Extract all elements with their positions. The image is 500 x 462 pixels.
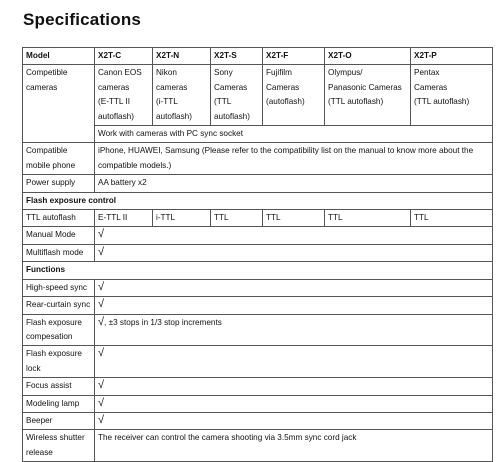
cell-line: autoflash): [214, 111, 250, 121]
ttl-x2t-p: TTL: [411, 210, 493, 227]
label-line: cameras: [26, 82, 58, 92]
section-functions: Functions: [23, 262, 493, 279]
cell-line: Cameras: [414, 82, 448, 92]
rear-curtain-row: [23, 297, 493, 314]
modeling-lamp-label: Modeling lamp: [23, 395, 95, 412]
modeling-lamp-row: [23, 395, 493, 412]
label-line: Competible: [26, 68, 68, 78]
camera-cell-x2t-n: [153, 65, 211, 126]
manual-mode-label: Manual Mode: [23, 227, 95, 244]
mobile-label: [23, 143, 95, 175]
label-line: Compatible: [26, 146, 68, 156]
label-line: compesation: [26, 331, 73, 341]
cell-line: (E-TTL II: [98, 97, 130, 107]
ttl-x2t-n: i-TTL: [153, 210, 211, 227]
power-row: [23, 175, 493, 192]
cell-line: Fujifilm: [266, 68, 292, 78]
cell-line: Olympus/: [328, 68, 363, 78]
check-mark: √: [95, 227, 493, 244]
spec-table: [22, 47, 493, 462]
cell-line: (autoflash): [266, 97, 305, 107]
power-label: Power supply: [23, 175, 95, 192]
cell-line: Cameras: [214, 82, 248, 92]
camera-cell-x2t-c: [95, 65, 153, 126]
check-mark: √: [95, 378, 493, 395]
hss-label: High-speed sync: [23, 279, 95, 296]
camera-cell-x2t-f: [263, 65, 325, 126]
camera-cell-x2t-p: [411, 65, 493, 126]
cell-line: (TTL autoflash): [414, 97, 470, 107]
cell-line: Pentax: [414, 68, 440, 78]
ttl-x2t-s: TTL: [211, 210, 263, 227]
cell-line: Sony: [214, 68, 233, 78]
wireless-shutter-row: [23, 430, 493, 462]
section-flash-exposure-control: Flash exposure control: [23, 192, 493, 209]
check-mark: √: [95, 395, 493, 412]
focus-assist-row: [23, 378, 493, 395]
header-model: Model: [23, 48, 95, 65]
ttl-label: TTL autoflash: [23, 210, 95, 227]
cell-line: Cameras: [266, 82, 300, 92]
header-x2t-p: X2T-P: [411, 48, 493, 65]
beeper-row: [23, 412, 493, 429]
cell-line: Panasonic Cameras: [328, 82, 402, 92]
ttl-x2t-o: TTL: [325, 210, 411, 227]
label-line: mobile phone: [26, 160, 76, 170]
section-row: [23, 262, 493, 279]
camera-cell-x2t-o: [325, 65, 411, 126]
cell-line: (TTL autoflash): [328, 97, 384, 107]
header-x2t-o: X2T-O: [325, 48, 411, 65]
ttl-row: [23, 210, 493, 227]
check-mark: √: [95, 346, 493, 378]
check-mark: √: [95, 297, 493, 314]
fel-label: [23, 346, 95, 378]
cell-line: iPhone, HUAWEI, Samsung (Please refer to the compatibility list on the manual to know more about the: [98, 146, 474, 156]
ttl-x2t-c: E-TTL II: [95, 210, 153, 227]
cell-line: cameras: [156, 82, 188, 92]
power-value: AA battery x2: [95, 175, 493, 192]
hss-row: [23, 279, 493, 296]
check-mark: √: [95, 244, 493, 261]
header-x2t-s: X2T-S: [211, 48, 263, 65]
ttl-x2t-f: TTL: [263, 210, 325, 227]
header-x2t-c: X2T-C: [95, 48, 153, 65]
page-title: Specifications: [23, 10, 142, 29]
header-row: [23, 48, 493, 65]
fec-label: [23, 314, 95, 346]
compatible-cameras-row: [23, 65, 493, 126]
fec-value-text: , ±3 stops in 1/3 stop increments: [104, 317, 222, 327]
fel-row: [23, 346, 493, 378]
check-mark: √: [98, 315, 105, 328]
rear-curtain-label: Rear-curtain sync: [23, 297, 95, 314]
label-line: Flash exposure: [26, 317, 82, 327]
mobile-row: [23, 143, 493, 175]
cell-line: autoflash): [98, 111, 134, 121]
cell-line: (TTL: [214, 97, 232, 107]
fec-value: [95, 314, 493, 346]
multiflash-row: [23, 244, 493, 261]
check-mark: √: [95, 279, 493, 296]
pc-sync-note: Work with cameras with PC sync socket: [95, 126, 493, 143]
label-line: lock: [26, 363, 41, 373]
mobile-value: [95, 143, 493, 175]
camera-cell-x2t-s: [211, 65, 263, 126]
header-x2t-f: X2T-F: [263, 48, 325, 65]
label-line: Flash exposure: [26, 349, 82, 359]
wireless-shutter-value: The receiver can control the camera shooting via 3.5mm sync cord jack: [95, 430, 493, 462]
wireless-shutter-label: [23, 430, 95, 462]
fec-row: [23, 314, 493, 346]
label-line: Wireless shutter: [26, 433, 85, 443]
cell-line: (i-TTL: [156, 97, 178, 107]
cell-line: autoflash): [156, 111, 192, 121]
focus-assist-label: Focus assist: [23, 378, 95, 395]
multiflash-label: Multiflash mode: [23, 244, 95, 261]
cell-line: compatible models.): [98, 160, 172, 170]
beeper-label: Beeper: [23, 412, 95, 429]
compatible-cameras-label: [23, 65, 95, 143]
cell-line: cameras: [98, 82, 130, 92]
label-line: release: [26, 447, 53, 457]
manual-mode-row: [23, 227, 493, 244]
header-x2t-n: X2T-N: [153, 48, 211, 65]
cell-line: Nikon: [156, 68, 177, 78]
check-mark: √: [95, 412, 493, 429]
cell-line: Canon EOS: [98, 68, 142, 78]
section-row: [23, 192, 493, 209]
